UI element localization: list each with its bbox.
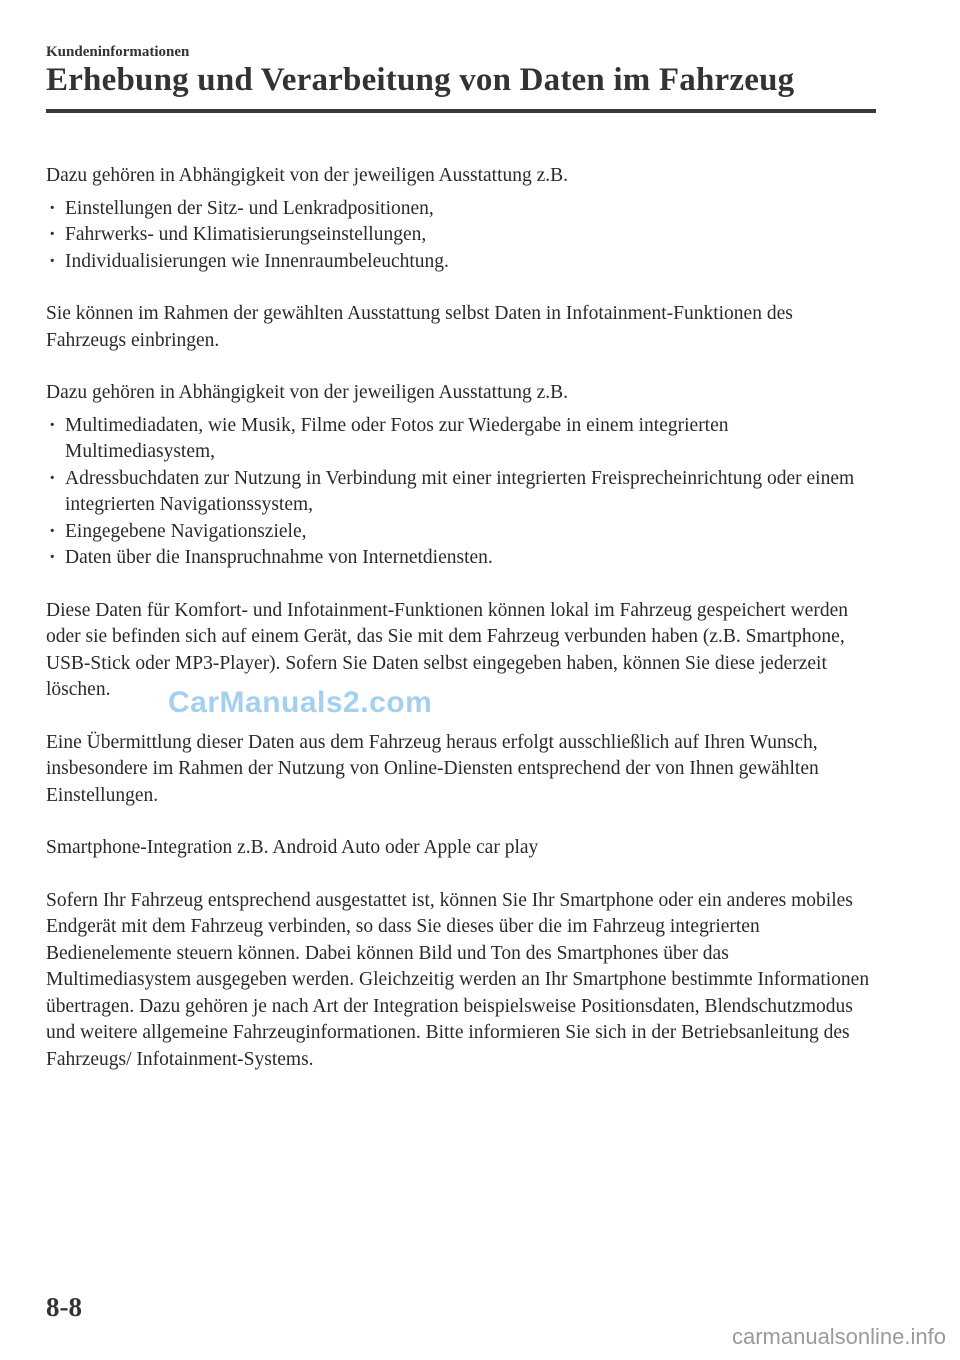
list-item: · Multimediadaten, wie Musik, Filme oder Fotos zur Wiedergabe in einem integrierten Multimediasystem, <box>46 413 876 466</box>
page-title: Erhebung und Verarbeitung von Daten im Fahrzeug <box>46 62 795 98</box>
paragraph-3: Eine Übermittlung dieser Daten aus dem Fahrzeug heraus erfolgt ausschließlich auf Ihren Wunsch, insbesondere im Rahmen der Nutzung von Online-Diensten entsprechend der von Ihnen gewählten Einstellungen. <box>46 731 819 806</box>
body-text <box>46 163 876 1073</box>
paragraph-1: Sie können im Rahmen der gewählten Ausstattung selbst Daten in Infotainment-Funktionen des Fahrzeugs einbringen. <box>46 303 793 351</box>
list-item: · Adressbuchdaten zur Nutzung in Verbindung mit einer integrierten Freisprecheinrichtung oder einem integrierten Navigationssystem, <box>46 466 876 519</box>
intro-paragraph-1: Dazu gehören in Abhängigkeit von der jeweiligen Ausstattung z.B. <box>46 165 569 186</box>
bullet-list-1 <box>46 196 876 276</box>
list-item: · Daten über die Inanspruchnahme von Internetdiensten. <box>46 545 876 572</box>
page-number: 8-8 <box>46 1292 82 1322</box>
watermark: CarManuals2.com <box>168 686 433 719</box>
title-rule <box>46 109 876 113</box>
intro-paragraph-2: Dazu gehören in Abhängigkeit von der jeweiligen Ausstattung z.B. <box>46 382 569 403</box>
list-item: · Einstellungen der Sitz- und Lenkradpositionen, <box>46 196 876 223</box>
paragraph-5: Sofern Ihr Fahrzeug entsprechend ausgestattet ist, können Sie Ihr Smartphone oder ein anderes mobiles Endgerät mit dem Fahrzeug verbinden, so dass Sie dieses über die im Fahrzeug integrierten Bedienelemente steuern können. Dabei können Bild und Ton des Smartphones über das Multimediasystem ausgegeben werden. Gleichzeitig werden an Ihr Smartphone bestimmte Informationen übertragen. Dazu gehören je nach Art der Integration beispielsweise Positionsdaten, Blendschutzmodus und weitere allgemeine Fahrzeuginformationen. Bitte informieren Sie sich in der Betriebsanleitung des Fahrzeugs/ Infotainment-Systems. <box>46 889 870 1070</box>
bullet-list-2 <box>46 413 876 572</box>
list-item: · Eingegebene Navigationsziele, <box>46 519 876 546</box>
paragraph-2: Diese Daten für Komfort- und Infotainment-Funktionen können lokal im Fahrzeug gespeichert werden oder sie befinden sich auf einem Gerät, das Sie mit dem Fahrzeug verbunden haben (z.B. Smartphone, USB-Stick oder MP3-Player). Sofern Sie Daten selbst eingegeben haben, können Sie diese jederzeit löschen. <box>46 599 848 700</box>
paragraph-4: Smartphone-Integration z.B. Android Auto oder Apple car play <box>46 837 539 858</box>
list-item: · Individualisierungen wie Innenraumbeleuchtung. <box>46 249 876 276</box>
section-label: Kundeninformationen <box>46 44 190 60</box>
footer-site-link[interactable]: carmanualsonline.info <box>731 1324 946 1349</box>
list-item: · Fahrwerks- und Klimatisierungseinstellungen, <box>46 222 876 249</box>
